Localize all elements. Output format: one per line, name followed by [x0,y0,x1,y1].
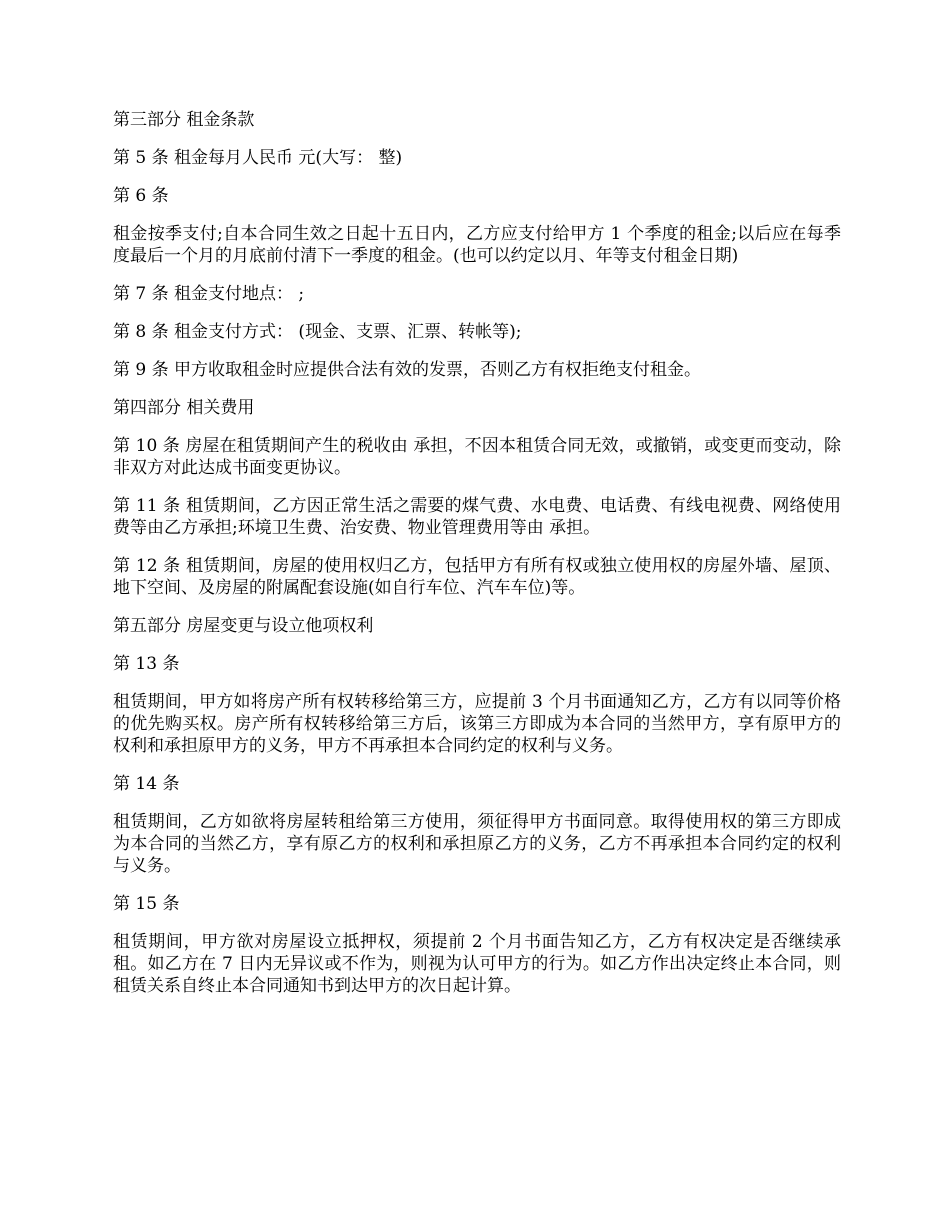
article-12: 第 12 条 租赁期间，房屋的使用权归乙方，包括甲方有所有权或独立使用权的房屋外墙、屋顶、地下空间、及房屋的附属配套设施(如自行车位、汽车车位)等。 [113,556,841,598]
section-heading: 第四部分 相关费用 [113,398,255,418]
article-6-heading: 第 6 条 [113,186,169,206]
article-8: 第 8 条 租金支付方式： (现金、支票、汇票、转帐等); [113,322,522,342]
article-15-text: 租赁期间，甲方欲对房屋设立抵押权，须提前 2 个月书面告知乙方，乙方有权决定是否继续承租。如乙方在 7 日内无异议或不作为，则视为认可甲方的行为。如乙方作出决定终止本合同，则租赁关系自终止本合同通知书到达甲方的次日起计算。 [113,932,841,996]
article-15-heading: 第 15 条 [113,894,180,914]
document-body [113,109,841,1013]
article-7: 第 7 条 租金支付地点： ; [113,284,305,304]
article-11: 第 11 条 租赁期间，乙方因正常生活之需要的煤气费、水电费、电话费、有线电视费、网络使用费等由乙方承担;环境卫生费、治安费、物业管理费用等由 承担。 [113,496,841,538]
article-6-text: 租金按季支付;自本合同生效之日起十五日内，乙方应支付给甲方 1 个季度的租金;以后应在每季度最后一个月的月底前付清下一季度的租金。(也可以约定以月、年等支付租金日期) [113,224,841,266]
article-14-heading: 第 14 条 [113,774,180,794]
article-13-text: 租赁期间，甲方如将房产所有权转移给第三方，应提前 3 个月书面通知乙方，乙方有以同等价格的优先购买权。房产所有权转移给第三方后，该第三方即成为本合同的当然甲方，享有原甲方的权利和承担原甲方的义务，甲方不再承担本合同约定的权利与义务。 [113,692,841,756]
article-10: 第 10 条 房屋在租赁期间产生的税收由 承担，不因本租赁合同无效，或撤销，或变更而变动，除非双方对此达成书面变更协议。 [113,436,841,478]
article-9: 第 9 条 甲方收取租金时应提供合法有效的发票，否则乙方有权拒绝支付租金。 [113,360,702,380]
article-14-text: 租赁期间，乙方如欲将房屋转租给第三方使用，须征得甲方书面同意。取得使用权的第三方即成为本合同的当然乙方，享有原乙方的权利和承担原乙方的义务，乙方不再承担本合同约定的权利与义务。 [113,812,841,876]
section-heading: 第五部分 房屋变更与设立他项权利 [113,616,374,636]
article-5: 第 5 条 租金每月人民币 元(大写： 整) [113,148,403,168]
article-13-heading: 第 13 条 [113,654,180,674]
section-heading: 第三部分 租金条款 [113,110,255,130]
